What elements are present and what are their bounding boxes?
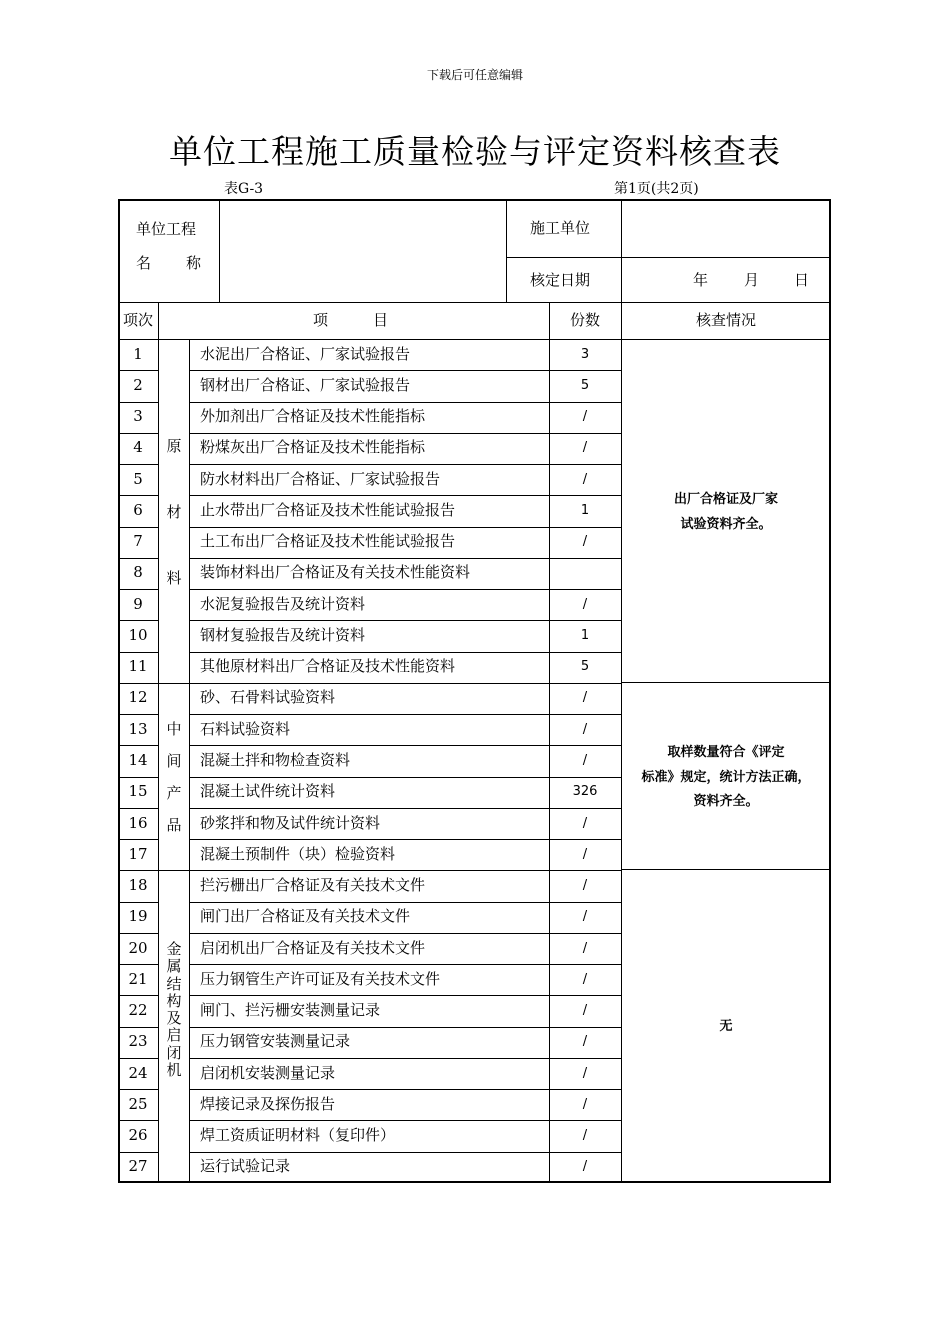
divider [118,1027,158,1028]
divider [118,714,158,715]
col-check-header: 核查情况 [695,311,756,329]
col-item-header-b: 目 [373,311,389,329]
row-count: / [582,596,588,612]
row-count: / [582,815,588,831]
row-number: 26 [128,1126,148,1145]
row-number: 20 [128,938,148,957]
divider [189,527,621,528]
date-day: 日 [794,271,810,289]
divider [189,995,621,996]
row-count: / [582,878,588,894]
divider [118,683,158,684]
divider [118,370,158,371]
divider [118,402,158,403]
header-note: 下载后可任意编辑 [426,68,523,82]
divider [189,808,621,809]
divider [118,589,158,590]
col-item-header-a: 项 [313,311,329,329]
row-item: 混凝土预制件（块）检验资料 [200,844,396,863]
row-item: 止水带出厂合格证及技术性能试验报告 [200,500,456,519]
divider [549,302,550,1183]
row-count: / [582,409,588,425]
row-number: 2 [133,375,143,394]
page-info: 第1页(共2页) [614,181,699,197]
divider [506,257,831,258]
divider [189,902,621,903]
divider [621,869,831,870]
page-title: 单位工程施工质量检验与评定资料核查表 [169,132,781,171]
divider [189,370,621,371]
divider [158,683,189,684]
row-number: 3 [133,407,143,426]
divider [158,302,159,339]
group-label-raw-materials: 原 材 料 [166,437,182,587]
row-item: 混凝土拌和物检查资料 [200,751,351,769]
row-item: 启闭机安装测量记录 [200,1063,336,1082]
divider [189,652,621,653]
divider [118,839,158,840]
divider [189,433,621,434]
divider [189,558,621,559]
row-count: / [582,1159,588,1175]
row-item: 混凝土试件统计资料 [200,782,336,801]
contractor-label: 施工单位 [530,219,591,237]
row-number: 17 [128,844,148,863]
divider [118,933,158,934]
row-number: 21 [128,969,148,988]
row-item: 土工布出厂合格证及技术性能试验报告 [200,532,456,551]
divider [189,745,621,746]
remark-raw-materials: 出厂合格证及厂家 试验资料齐全。 [673,492,778,532]
row-count: / [582,721,588,737]
row-count: / [582,971,588,987]
row-item: 水泥出厂合格证、厂家试验报告 [200,344,411,363]
row-item: 外加剂出厂合格证及技术性能指标 [200,407,426,426]
row-number: 11 [128,657,148,676]
row-count: / [582,440,588,456]
row-count: / [582,753,588,768]
divider [118,1152,158,1153]
row-number: 18 [128,876,148,895]
row-item: 拦污栅出厂合格证及有关技术文件 [200,876,426,895]
row-count: 3 [580,346,590,362]
row-item: 焊接记录及探伤报告 [200,1094,336,1113]
divider [118,777,158,778]
divider [118,745,158,746]
divider [621,199,622,302]
row-number: 25 [128,1094,148,1113]
row-item: 闸门出厂合格证及有关技术文件 [200,907,411,926]
row-item: 石料试验资料 [200,719,291,738]
row-number: 15 [128,782,148,801]
row-item: 钢材出厂合格证、厂家试验报告 [200,375,411,394]
unit-label: 单位工程 [136,220,197,238]
divider [118,808,158,809]
divider [189,589,621,590]
row-item: 启闭机出厂合格证及有关技术文件 [200,938,426,957]
row-number: 8 [133,563,143,582]
col-count-header: 份数 [569,311,600,329]
divider [189,495,621,496]
row-item: 焊工资质证明材料（复印件） [200,1126,396,1145]
divider [189,933,621,934]
divider [189,1058,621,1059]
inspection-table [118,199,831,1183]
row-count: / [582,1096,588,1112]
row-item: 防水材料出厂合格证、厂家试验报告 [200,469,441,488]
row-item: 压力钢管生产许可证及有关技术文件 [200,969,441,988]
row-count: / [582,1003,588,1019]
divider [189,964,621,965]
divider [118,652,158,653]
divider [118,620,158,621]
row-count: / [582,1034,588,1050]
date-year: 年 [693,271,709,289]
divider [189,777,621,778]
unit-label-name: 名 [136,254,152,272]
remark-intermediate: 取样数量符合《评定 标准》规定，统计方法正确， 资料齐全。 [641,745,811,810]
row-count: 326 [572,784,598,800]
row-number: 7 [133,532,143,551]
row-count: / [582,909,588,925]
divider [219,199,220,302]
date-month: 月 [744,271,760,289]
divider [189,1089,621,1090]
row-number: 13 [128,719,148,738]
divider [189,620,621,621]
row-item: 砂浆拌和物及试件统计资料 [200,813,381,832]
divider [118,464,158,465]
row-number: 1 [133,344,143,363]
divider [189,1120,621,1121]
row-count: 1 [580,502,590,518]
row-count: 1 [580,627,590,643]
divider [158,870,189,871]
divider [118,339,831,340]
row-number: 27 [128,1157,148,1176]
divider [189,1152,621,1153]
divider [189,683,621,684]
row-count: / [582,1128,588,1144]
row-count: / [582,846,588,862]
divider [189,339,190,1183]
remark-metal-structure: 无 [719,1019,733,1034]
divider [506,199,507,302]
row-item: 压力钢管安装测量记录 [200,1032,351,1051]
divider [189,402,621,403]
row-item: 粉煤灰出厂合格证及技术性能指标 [200,438,426,457]
divider [118,558,158,559]
row-item: 装饰材料出厂合格证及有关技术性能资料 [200,563,471,582]
divider [118,1120,158,1121]
divider [118,964,158,965]
divider [189,1027,621,1028]
row-item: 其他原材料出厂合格证及技术性能资料 [200,657,456,676]
divider [118,495,158,496]
row-count: / [582,534,588,550]
row-item: 砂、石骨料试验资料 [200,688,336,707]
divider [189,870,621,871]
row-count: / [582,471,588,487]
row-number: 19 [128,907,148,926]
row-item: 钢材复验报告及统计资料 [200,625,366,644]
divider [189,714,621,715]
row-number: 5 [133,469,143,488]
row-item: 闸门、拦污栅安装测量记录 [200,1001,381,1020]
form-number: 表G-3 [224,181,264,197]
row-number: 9 [133,594,143,613]
row-number: 6 [133,500,143,519]
group-label-metal-structure: 金 属 结 构 及 启 闭 机 [166,940,182,1079]
row-number: 23 [128,1032,148,1051]
row-number: 12 [128,688,148,707]
row-item: 水泥复验报告及统计资料 [200,594,366,613]
row-count: / [582,1065,588,1081]
row-count: / [582,690,588,706]
row-count: 5 [580,377,590,393]
divider [118,1089,158,1090]
row-count: 5 [580,659,590,675]
row-number: 22 [128,1001,148,1020]
divider [118,870,158,871]
divider [189,839,621,840]
divider [189,464,621,465]
date-label: 核定日期 [530,271,591,289]
divider [118,1058,158,1059]
row-number: 10 [128,625,148,644]
divider [118,902,158,903]
row-number: 16 [128,813,148,832]
row-number: 14 [128,751,148,769]
row-item: 运行试验记录 [200,1157,291,1176]
divider [118,527,158,528]
divider [621,682,831,683]
group-label-intermediate: 中 间 产 品 [166,720,182,834]
row-count: / [582,940,588,956]
col-no-header: 项次 [122,311,153,329]
divider [118,433,158,434]
divider [118,302,831,303]
row-number: 24 [128,1063,148,1082]
unit-label-title: 称 [186,254,202,272]
divider [118,995,158,996]
row-number: 4 [133,438,143,457]
